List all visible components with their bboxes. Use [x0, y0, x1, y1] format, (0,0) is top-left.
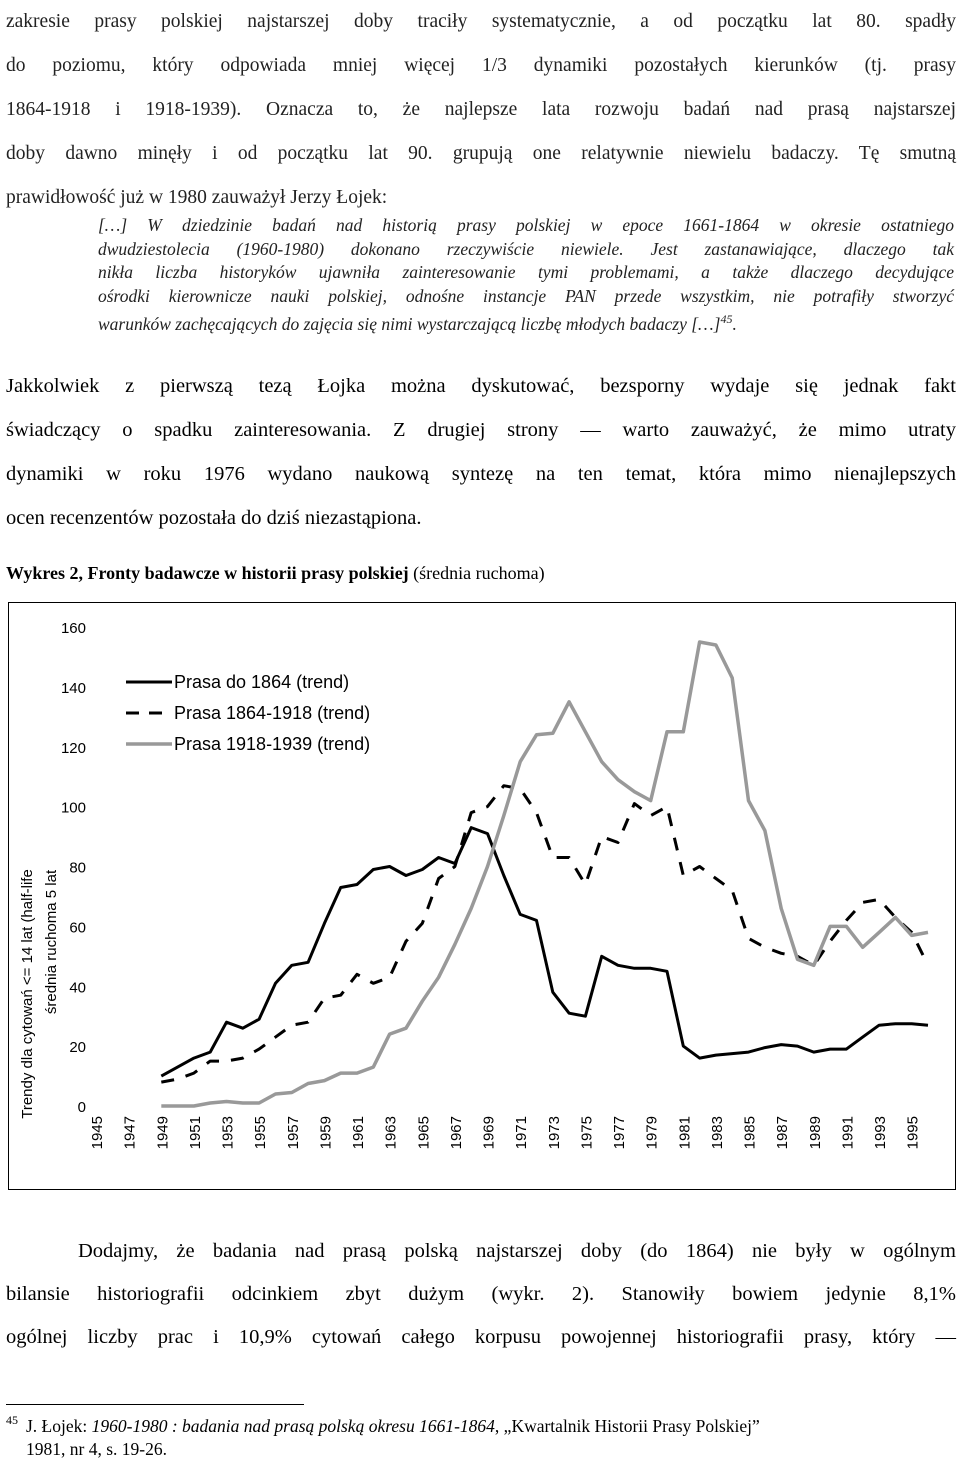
- y-tick-label: 0: [77, 1099, 86, 1116]
- figure-caption-normal: (średnia ruchoma): [408, 563, 545, 583]
- x-tick-label: 1961: [350, 1116, 368, 1150]
- x-tick-label: 1951: [186, 1116, 204, 1150]
- x-tick-label: 1995: [904, 1116, 922, 1150]
- x-tick-label: 1949: [154, 1116, 172, 1150]
- x-tick-label: 1987: [774, 1116, 792, 1150]
- quote-line: […] W dziedzinie badań nad historią prasy polskiej w epoce 1661-1864 w okresie ostatniego: [98, 215, 954, 235]
- x-tick-label: 1965: [415, 1116, 433, 1150]
- x-tick-label: 1991: [839, 1116, 857, 1150]
- paragraph-3-line: bilansie historiografii odcinkiem zbyt dużym (wykr. 2). Stanowiły bowiem jedynie 8,1%: [6, 1283, 956, 1305]
- line-chart: [8, 602, 956, 1190]
- legend-label-1: Prasa do 1864 (trend): [174, 672, 350, 692]
- footnote: [6, 1415, 956, 1461]
- footnote-number: 45: [6, 1413, 18, 1427]
- x-tick-label: 1989: [806, 1116, 824, 1150]
- paragraph-2: [6, 364, 956, 540]
- footnote-rest: , „Kwartalnik Historii Prasy Polskiej”: [494, 1416, 760, 1436]
- x-tick-label: 1955: [252, 1116, 270, 1150]
- x-tick-label: 1981: [676, 1116, 694, 1150]
- y-tick-label: 40: [69, 979, 86, 997]
- y-tick-label: 20: [69, 1039, 86, 1057]
- paragraph-1-line: zakresie prasy polskiej najstarszej doby traciły systematycznie, a od początku lat 80. spadły: [6, 11, 956, 32]
- x-tick-label: 1953: [219, 1116, 237, 1150]
- y-tick-label: 140: [60, 679, 86, 697]
- x-tick-label: 1957: [284, 1116, 302, 1150]
- figure-caption: [6, 563, 545, 584]
- x-tick-label: 1979: [643, 1116, 661, 1150]
- quote-end: .: [732, 313, 737, 334]
- paragraph-3: [6, 1230, 956, 1359]
- x-tick-label: 1983: [708, 1116, 726, 1150]
- legend-label-3: Prasa 1918-1939 (trend): [174, 734, 371, 754]
- x-tick-label: 1973: [545, 1116, 563, 1150]
- quote-last-text: warunków zachęcających do zajęcia się nimi wystarczającą liczbę młodych badaczy […]: [98, 313, 721, 334]
- paragraph-2-line: Jakkolwiek z pierwszą tezą Łojka można dyskutować, bezsporny wydaje się jednak fakt: [6, 375, 956, 397]
- x-tick-label: 1969: [480, 1116, 498, 1150]
- y-axis-label-line2: średnia ruchoma 5 lat: [43, 869, 60, 1015]
- figure-caption-bold: Wykres 2, Fronty badawcze w historii prasy polskiej: [6, 563, 409, 583]
- x-tick-label: 1985: [741, 1116, 759, 1150]
- x-tick-label: 1971: [513, 1116, 531, 1150]
- paragraph-3-line: Dodajmy, że badania nad prasą polską najstarszej doby (do 1864) nie były w ogólnym: [78, 1240, 956, 1262]
- quote-line: dwudziestolecia (1960-1980) dokonano rzeczywiście niewiele. Jest zastanawiające, dlaczego tak: [98, 238, 954, 259]
- footnote-separator: [6, 1404, 304, 1405]
- paragraph-1-line: do poziomu, który odpowiada mniej więcej 1/3 dynamiki pozostałych kierunków (tj. prasy: [6, 55, 956, 76]
- chart-border: [9, 603, 956, 1190]
- y-tick-label: 60: [69, 919, 86, 937]
- footnote-line-1: [6, 1415, 956, 1438]
- footnote-line-2: 1981, nr 4, s. 19-26.: [26, 1439, 167, 1459]
- paragraph-1: [6, 0, 956, 220]
- paragraph-2-line: ocen recenzentów pozostała do dziś niezastąpiona.: [6, 507, 422, 529]
- x-tick-label: 1967: [447, 1116, 465, 1150]
- x-tick-label: 1977: [611, 1116, 629, 1150]
- y-tick-label: 100: [60, 799, 86, 817]
- y-tick-label: 160: [60, 620, 86, 637]
- footnote-title: 1960-1980 : badania nad prasą polską okresu 1661-1864: [91, 1416, 495, 1436]
- x-tick-label: 1945: [89, 1116, 106, 1150]
- quote-line: ośrodki kierownicze nauki polskiej, odnośne instancje PAN przede wszystkim, nie potrafiły stworzyć: [98, 285, 954, 306]
- y-tick-label: 120: [60, 739, 86, 757]
- paragraph-1-line: prawidłowość już w 1980 zauważył Jerzy Łojek:: [6, 187, 388, 208]
- quote-line-last: [98, 308, 954, 336]
- paragraph-2-line: świadczący o spadku zainteresowania. Z drugiej strony — warto zauważyć, że mimo utraty: [6, 419, 956, 441]
- y-tick-label: 80: [69, 859, 86, 877]
- footnote-author: J. Łojek:: [26, 1416, 92, 1436]
- paragraph-3-line: ogólnej liczby prac i 10,9% cytowań całego korpusu powojennej historiografii prasy, który —: [6, 1326, 956, 1348]
- block-quote: [98, 214, 954, 336]
- x-tick-label: 1959: [317, 1116, 335, 1150]
- x-tick-label: 1993: [872, 1116, 890, 1150]
- x-tick-label: 1963: [382, 1116, 400, 1150]
- y-axis-label-line1: Trendy dla cytowań <= 14 lat (half-life: [19, 869, 36, 1119]
- quote-line: nikła liczba historyków ujawniła zainteresowanie tymi problemami, a także dlaczego decydujące: [98, 262, 954, 282]
- legend-label-2: Prasa 1864-1918 (trend): [174, 703, 371, 723]
- x-tick-label: 1975: [578, 1116, 596, 1150]
- paragraph-1-line: doby dawno minęły i od początku lat 90. grupują one relatywnie niewielu badaczy. Tę smutną: [6, 143, 956, 164]
- paragraph-2-line: dynamiki w roku 1976 wydano naukową syntezę na ten temat, która mimo nienajlepszych: [6, 463, 956, 485]
- footnote-ref[interactable]: 45: [720, 312, 733, 326]
- x-tick-label: 1947: [121, 1116, 139, 1150]
- paragraph-1-line: 1864-1918 i 1918-1939). Oznacza to, że najlepsze lata rozwoju badań nad prasą najstarszej: [6, 99, 956, 120]
